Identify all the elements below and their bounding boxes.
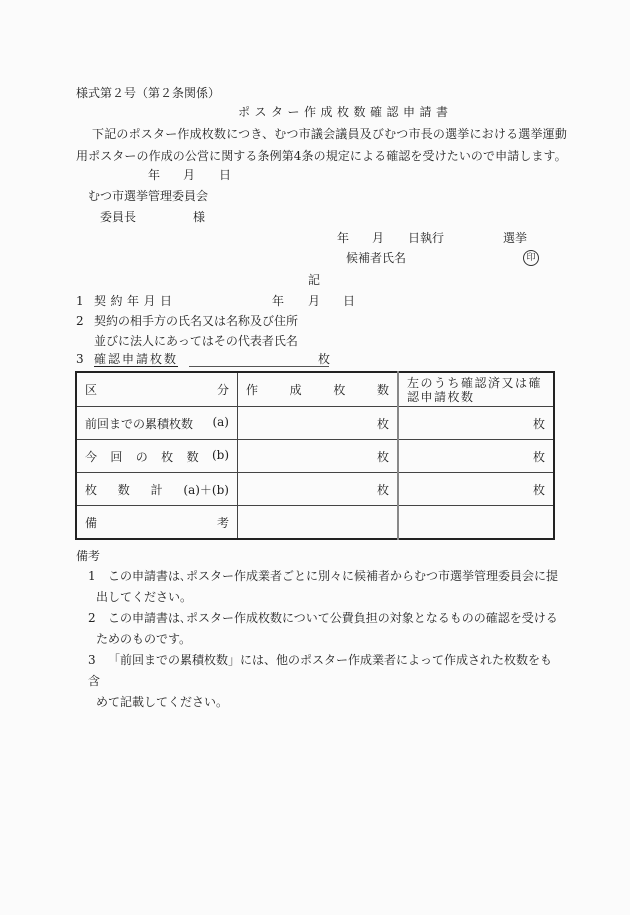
remark-text: 「前回までの累積枚数」には、他のポスター作成業者によって作成された枚数をも含 xyxy=(88,653,553,688)
header-category-right: 分 xyxy=(216,383,229,397)
remark-text: この申請書は､ポスター作成枚数について公費負担の対象となるものの確認を受ける xyxy=(108,611,558,625)
date-month[interactable]: 月 xyxy=(183,168,196,182)
created-count-cell[interactable] xyxy=(238,440,399,473)
poster-count-table xyxy=(75,371,555,540)
ki-heading: 記 xyxy=(308,273,321,287)
remark-text-cont: ためのものです。 xyxy=(96,632,192,646)
row-label xyxy=(76,407,238,440)
row-label-char: 枚 xyxy=(85,482,98,497)
row-label-char: 数 xyxy=(186,449,199,464)
unit-label: 枚 xyxy=(532,416,545,431)
row-label-char: 回 xyxy=(110,449,123,464)
created-count-cell[interactable] xyxy=(238,407,399,440)
remark-number: 2 xyxy=(88,611,96,625)
row-label-char: 備 xyxy=(85,515,98,530)
row-label-text: 前回までの累積枚数 xyxy=(85,416,194,431)
table-row xyxy=(76,506,554,540)
seal-icon: 印 xyxy=(523,250,539,266)
election-year[interactable]: 年 xyxy=(337,231,350,245)
remarks-heading: 備考 xyxy=(76,549,101,563)
header-created-char: 作 xyxy=(246,383,259,397)
item-1-number: 1 xyxy=(76,294,84,308)
table-row xyxy=(76,440,554,473)
row-label-char: 数 xyxy=(117,482,130,497)
header-confirmed-label: 左のうち確認済又は確認申請枚数 xyxy=(407,375,543,404)
item-3-number: 3 xyxy=(76,352,84,366)
unit-label: 枚 xyxy=(376,482,389,497)
remark-note xyxy=(88,566,558,608)
confirmed-count-cell[interactable] xyxy=(398,440,554,473)
remarks-cell[interactable] xyxy=(398,506,554,540)
item-2-label-cont: 並びに法人にあってはその代表者氏名 xyxy=(94,334,298,348)
addressee-honorific: 様 xyxy=(193,210,206,224)
intro-line-1: 下記のポスター作成枚数につき、むつ市議会議員及びむつ市長の選挙における選挙運動 xyxy=(92,127,568,141)
contract-day[interactable]: 日 xyxy=(343,294,356,308)
election-type[interactable]: 選挙 xyxy=(503,231,528,245)
header-created-char: 枚 xyxy=(333,383,346,397)
remark-text-cont: めて記載してください。 xyxy=(96,695,229,709)
header-category xyxy=(76,372,238,407)
candidate-name-label: 候補者氏名 xyxy=(346,251,407,265)
row-label-char: の xyxy=(135,449,148,464)
unit-label: 枚 xyxy=(532,449,545,464)
remark-number: 3 xyxy=(88,653,96,667)
row-label-char: 計 xyxy=(150,482,163,497)
header-created-char: 成 xyxy=(289,383,302,397)
table-header-row xyxy=(76,372,554,407)
unit-label: 枚 xyxy=(376,416,389,431)
created-count-cell[interactable] xyxy=(238,473,399,506)
contract-month[interactable]: 月 xyxy=(308,294,321,308)
row-label xyxy=(76,506,238,540)
row-label-char: 枚 xyxy=(161,449,174,464)
table-row xyxy=(76,473,554,506)
date-year[interactable]: 年 xyxy=(148,168,161,182)
item-2-label: 契約の相手方の氏名又は名称及び住所 xyxy=(94,314,299,328)
item-2-number: 2 xyxy=(76,314,84,328)
contract-year[interactable]: 年 xyxy=(272,294,285,308)
row-label-suffix: (b) xyxy=(211,447,229,462)
form-number: 様式第２号（第２条関係） xyxy=(76,86,221,100)
item-3-label: 確認申請枚数 xyxy=(94,352,179,366)
header-confirmed-count xyxy=(398,372,554,407)
addressee-org: むつ市選挙管理委員会 xyxy=(88,189,209,203)
item-3-unit: 枚 xyxy=(318,352,331,366)
table-row xyxy=(76,407,554,440)
row-label xyxy=(76,473,238,506)
confirmed-count-cell[interactable] xyxy=(398,407,554,440)
unit-label: 枚 xyxy=(532,482,545,497)
row-label-suffix: (a)＋(b) xyxy=(183,482,229,497)
row-label-char: 考 xyxy=(216,515,229,530)
confirmed-count-cell[interactable] xyxy=(398,473,554,506)
row-label xyxy=(76,440,238,473)
addressee-title: 委員長 xyxy=(100,210,137,224)
remarks-cell[interactable] xyxy=(238,506,399,540)
date-day[interactable]: 日 xyxy=(219,168,232,182)
row-label-char: 今 xyxy=(85,449,98,464)
row-label-suffix: (a) xyxy=(212,414,229,429)
remark-text: この申請書は､ポスター作成業者ごとに別々に候補者からむつ市選挙管理委員会に提 xyxy=(108,569,559,583)
unit-label: 枚 xyxy=(376,449,389,464)
header-category-left: 区 xyxy=(85,383,98,397)
intro-line-2: 用ポスターの作成の公営に関する条例第4条の規定による確認を受けたいので申請します。 xyxy=(76,149,567,163)
item-1-label: 契約年月日 xyxy=(94,294,177,308)
remark-note xyxy=(88,608,558,650)
request-count-field[interactable] xyxy=(189,353,329,367)
election-day-exec[interactable]: 日執行 xyxy=(408,231,445,245)
page-title: ポスター作成枚数確認申請書 xyxy=(238,105,453,119)
remark-text-cont: 出してください。 xyxy=(96,590,193,604)
remark-number: 1 xyxy=(88,569,96,583)
election-month[interactable]: 月 xyxy=(372,231,385,245)
remark-note xyxy=(88,650,558,713)
header-created-char: 数 xyxy=(376,383,389,397)
header-created-count xyxy=(238,372,399,407)
